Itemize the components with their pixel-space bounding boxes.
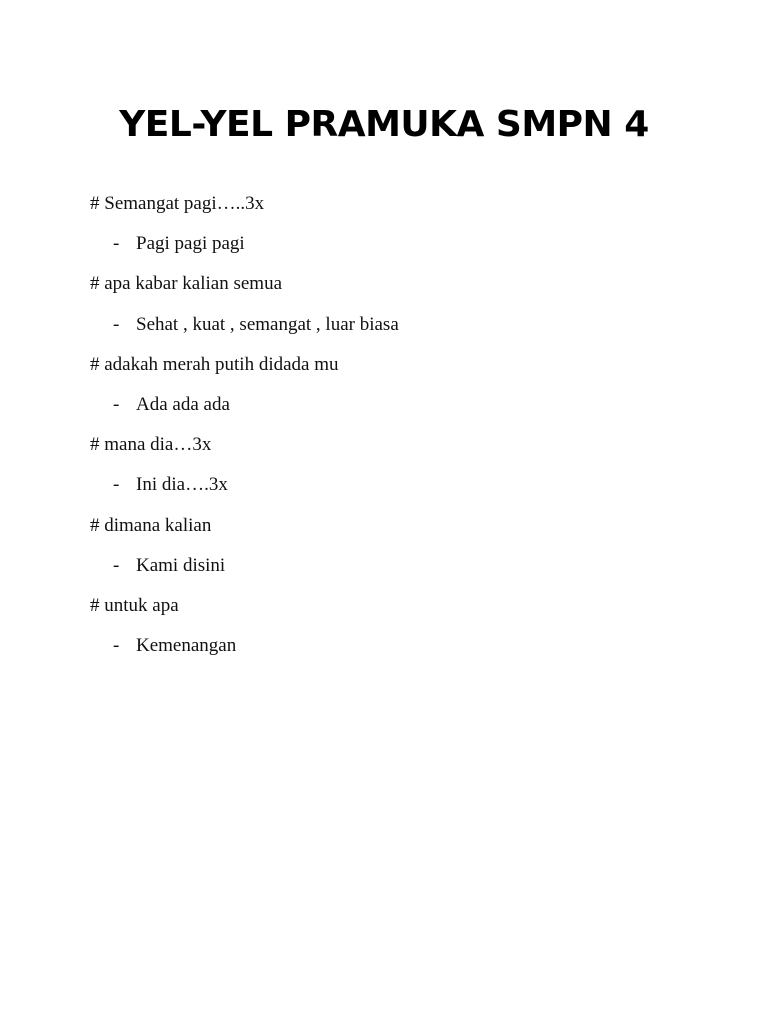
yel-answer-text: Pagi pagi pagi: [136, 233, 245, 255]
yel-prompt-text: # dimana kalian: [90, 514, 212, 536]
yel-prompt-text: # adakah merah putih didada mu: [90, 353, 339, 375]
yel-prompt-line: [0, 513, 768, 553]
yel-answer-line: [0, 553, 768, 593]
yel-prompt-line: [0, 432, 768, 472]
yel-prompt-text: # mana dia…3x: [90, 434, 212, 456]
dash-bullet: -: [113, 554, 120, 576]
yel-prompt-text: # Semangat pagi…..3x: [90, 193, 265, 214]
yel-answer-text: Sehat , kuat , semangat , luar biasa: [136, 313, 399, 335]
yel-answer-line: [0, 633, 768, 673]
yel-answer-text: Ada ada ada: [136, 393, 230, 415]
yel-list: [0, 191, 768, 673]
dash-bullet: -: [113, 393, 120, 415]
yel-answer-line: [0, 312, 768, 352]
yel-answer-line: [0, 472, 768, 512]
yel-prompt-line: [0, 352, 768, 392]
yel-prompt-line: [0, 191, 768, 231]
yel-answer-text: Kemenangan: [136, 635, 237, 657]
dash-bullet: -: [113, 635, 120, 657]
yel-prompt-line: [0, 271, 768, 311]
document-title: YEL-YEL PRAMUKA SMPN 4: [119, 104, 649, 145]
yel-answer-text: Ini dia….3x: [136, 474, 228, 496]
dash-bullet: -: [113, 313, 120, 335]
dash-bullet: -: [113, 233, 120, 255]
dash-bullet: -: [113, 474, 120, 496]
yel-prompt-line: [0, 593, 768, 633]
yel-answer-line: [0, 231, 768, 271]
yel-answer-text: Kami disini: [136, 554, 226, 576]
yel-answer-line: [0, 392, 768, 432]
yel-prompt-text: # apa kabar kalian semua: [90, 273, 283, 295]
yel-prompt-text: # untuk apa: [90, 594, 179, 616]
